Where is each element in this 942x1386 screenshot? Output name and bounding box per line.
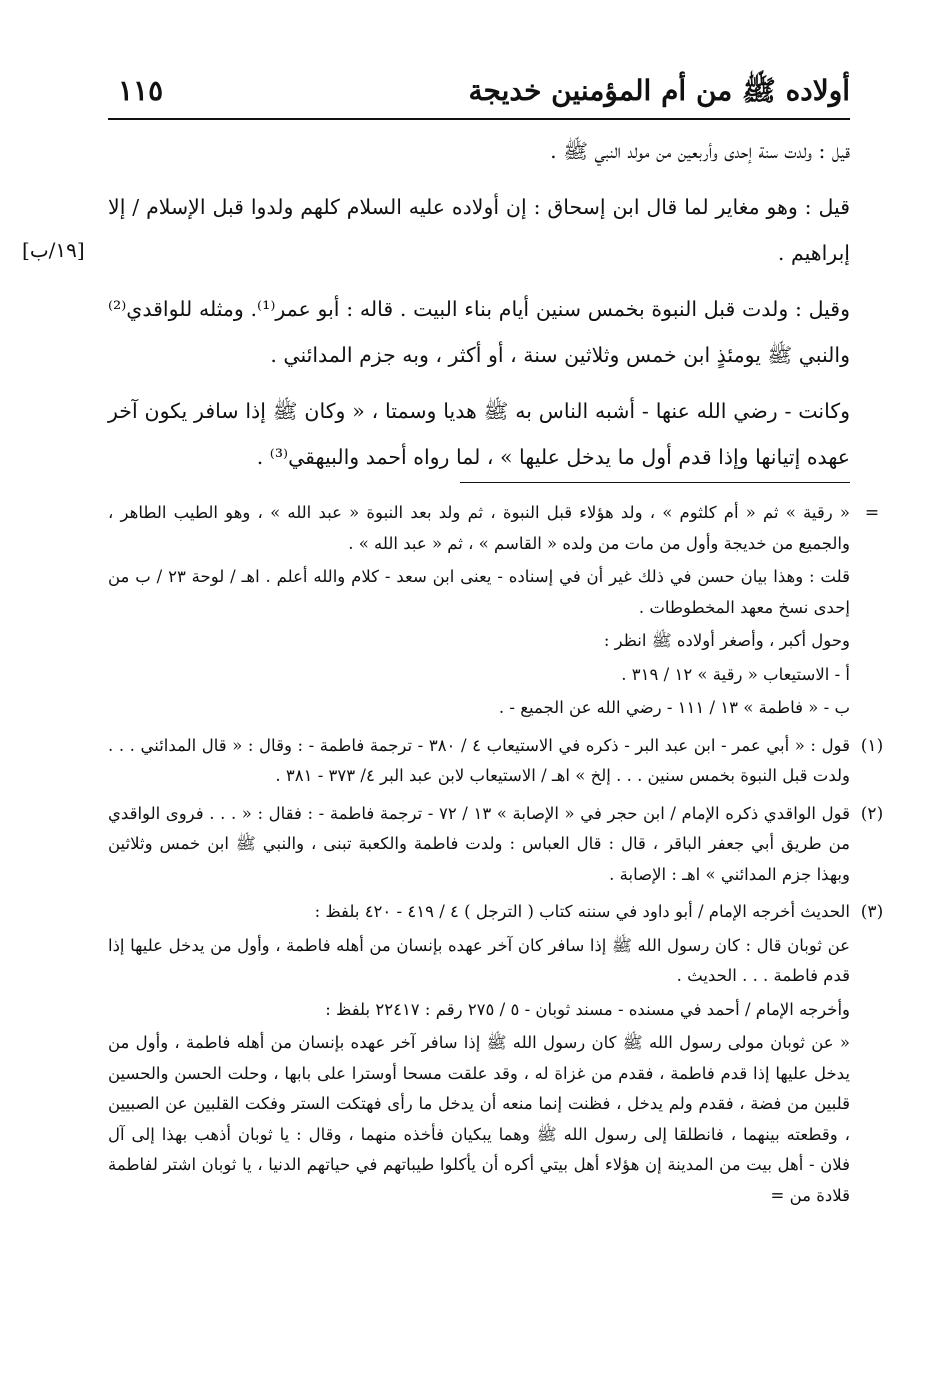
footnote-continued [108, 498, 880, 724]
header-title: أولاده ﷺ من أم المؤمنين خديجة [468, 74, 850, 107]
footnote-line: الحديث أخرجه الإمام / أبو داود في سننه كتاب ( الترجل ) ٤ / ٤١٩ - ٤٢٠ بلفظ : [314, 902, 850, 921]
footnote-mark: (٣) [860, 902, 884, 922]
footnote-line: أ - الاستيعاب « رقية » ١٢ / ٣١٩ . [621, 664, 850, 684]
footnote-line: « رقية » ثم « أم كلثوم » ، ولد هؤلاء قبل النبوة ، ثم ولد بعد النبوة « عبد الله » ، وهو الطيب الطاهر ، والجميع من خديجة وأول من مات من ولده « القاسم » ، ثم « عبد الله » . [108, 503, 850, 553]
footnote-3 [108, 897, 884, 1211]
marginal-folio-ref: [١٩/ب] [22, 238, 85, 262]
footnote-mark: = [864, 503, 880, 523]
main-paragraph: وقيل : ولدت قبل النبوة بخمس سنين أيام بناء البيت . قاله : أبو عمر⁽¹⁾. ومثله للواقدي⁽²⁾والنبي ﷺ يومئذٍ ابن خمس وثلاثين سنة ، أو أكثر ، وبه جزم المدائني . [108, 297, 850, 367]
footnote-mark: (٢) [860, 803, 884, 824]
footnote-line: « عن ثوبان مولى رسول الله ﷺ كان رسول الله ﷺ إذا سافر آخر عهده بإنسان من أهله فاطمة ، وأول من يدخل عليها إذا قدم فاطمة ، فقدم من غزاة له ، وقد علقت مسحا أوسترا على بابها ، وحلت الحسن والحسين قلبين من فضة ، فقدم ولم يدخل ، فظنت إنما منعه أن يدخل ما رأى فهتكت الستر وفكت القلبين عن الصبيين ، وقطعته بينهما ، فانطلقا إلى رسول الله ﷺ وهما يبكيان فأخذه منهما ، وقال : يا ثوبان أذهب بهذا إلى آل فلان - أهل بيت من المدينة إن هؤلاء أهل بيتي أكره أن يأكلوا طيباتهم في حياتهم الدنيا ، يا ثوبان اشتر لفاطمة قلادة من = [108, 1033, 850, 1205]
running-header [108, 70, 850, 114]
footnote-line: عن ثوبان قال : كان رسول الله ﷺ إذا سافر كان آخر عهده بإنسان من أهله فاطمة ، وأول من يدخل عليها إذا قدم فاطمة . . . الحديث . [108, 935, 850, 985]
footnote-line: ب - « فاطمة » ١٣ / ١١١ - رضي الله عن الجميع - . [498, 698, 850, 717]
main-paragraph: قيل : ولدت سنة إحدى وأربعين من مولد النبي ﷺ . [550, 139, 850, 163]
main-text [108, 128, 850, 480]
footnote-line: وحول أكبر ، وأصغر أولاده ﷺ انظر : [603, 631, 850, 650]
footnote-line: وأخرجه الإمام / أحمد في مسنده - مسند ثوبان - ٥ / ٢٧٥ رقم : ٢٢٤١٧ بلفظ : [325, 999, 850, 1019]
footnote-2 [108, 799, 884, 891]
page-number: ١١٥ [118, 74, 164, 107]
footnote-mark: (١) [860, 735, 884, 756]
footnote-separator [460, 482, 850, 483]
footnote-line: قول : « أبي عمر - ابن عبد البر - ذكره في الاستيعاب ٤ / ٣٨٠ - ترجمة فاطمة - : وقال : « قال المدائني . . . ولدت قبل النبوة بخمس سنين . . . إلخ » اهـ / الاستيعاب لابن عبد البر ٤/ ٣٧٣ - ٣٨١ . [108, 735, 850, 785]
footnote-1 [108, 731, 884, 792]
footnote-line: قول الواقدي ذكره الإمام / ابن حجر في « الإصابة » ١٣ / ٧٢ - ترجمة فاطمة - : فقال : « . . . فروى الواقدي من طريق أبي جعفر الباقر ، قال : قال العباس : ولدت فاطمة والكعبة تبنى ، والنبي ﷺ ابن خمس وثلاثين وبهذا جزم المدائني » اهـ : الإصابة . [108, 803, 850, 884]
header-rule [108, 118, 850, 120]
footnote-line: قلت : وهذا بيان حسن في ذلك غير أن في إسناده - يعنى ابن سعد - كلام والله أعلم . اهـ / لوحة ٢٣ / ب من إحدى نسخ معهد المخطوطات . [108, 567, 850, 617]
main-paragraph: وكانت - رضي الله عنها - أشبه الناس به ﷺ هديا وسمتا ، « وكان ﷺ إذا سافر يكون آخر عهده إتيانها وإذا قدم أول ما يدخل عليها » ، لما رواه أحمد والبيهقي⁽³⁾ . [108, 399, 850, 469]
footnotes [108, 498, 884, 1211]
main-paragraph: قيل : وهو مغاير لما قال ابن إسحاق : إن أولاده عليه السلام كلهم ولدوا قبل الإسلام / إلا إبراهيم . [108, 195, 850, 265]
